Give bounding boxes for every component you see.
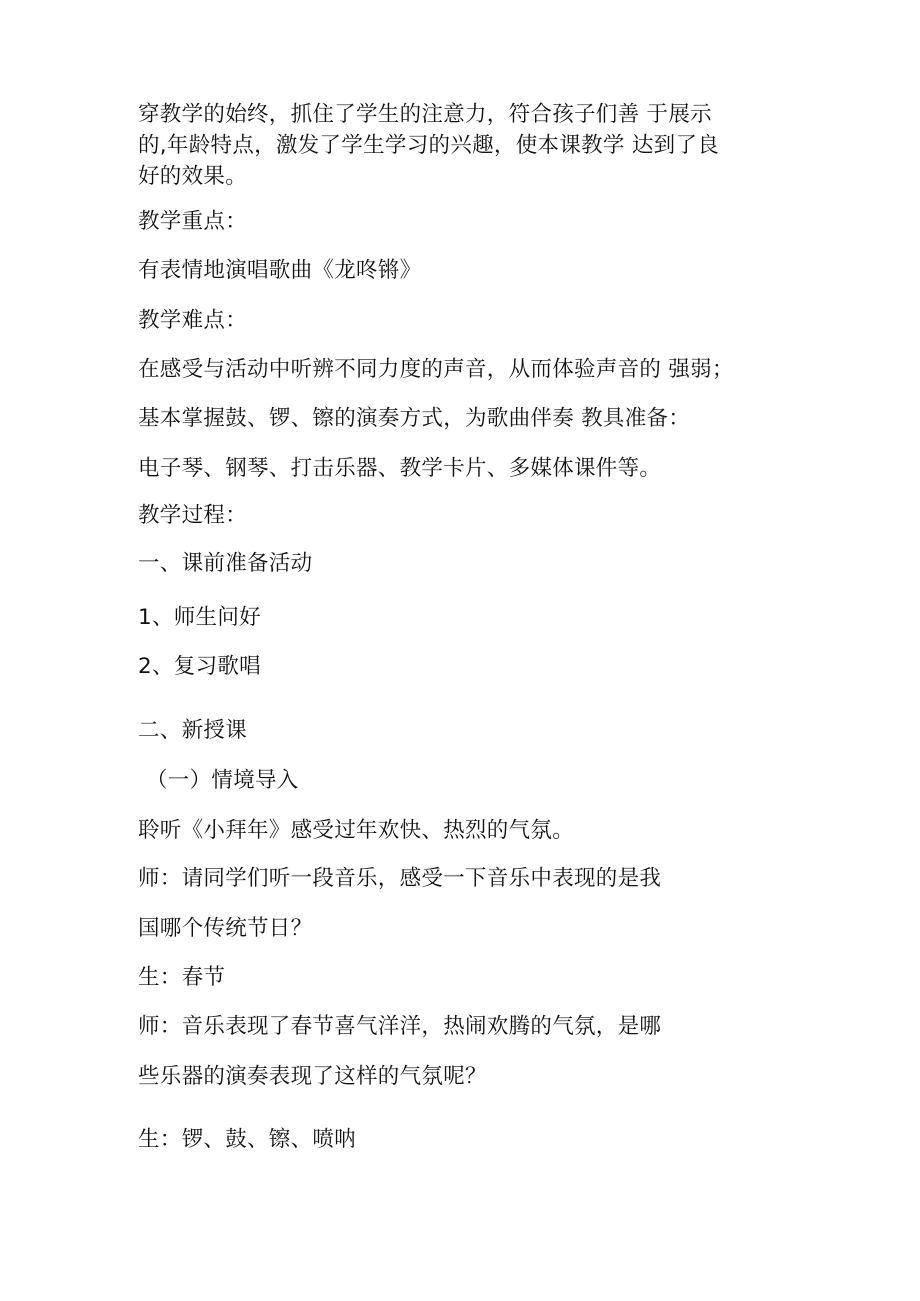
section-one-heading: 一、课前准备活动 bbox=[138, 551, 313, 576]
teaching-aids-text: 电子琴、钢琴、打击乐器、教学卡片、多媒体课件等。 bbox=[138, 456, 662, 481]
heading-teaching-process: 教学过程： bbox=[138, 503, 248, 528]
item-review-singing: 2、复习歌唱 bbox=[138, 654, 261, 679]
teacher-question-2b: 些乐器的演奏表现了这样的气氛呢？ bbox=[138, 1064, 487, 1089]
heading-teaching-focus: 教学重点： bbox=[138, 209, 248, 234]
teacher-question-1a: 师：请同学们听一段音乐，感受一下音乐中表现的是我 bbox=[138, 866, 662, 891]
teaching-focus-text: 有表情地演唱歌曲《龙咚锵》 bbox=[138, 258, 422, 283]
listening-text: 聆听《小拜年》感受过年欢快、热烈的气氛。 bbox=[138, 818, 575, 843]
student-answer-2: 生：锣、鼓、镲、喷呐 bbox=[138, 1127, 357, 1152]
difficulty-text-1: 在感受与活动中听辨不同力度的声音，从而体验声音的 强弱； bbox=[138, 357, 734, 382]
intro-line-3: 好的效果。 bbox=[138, 164, 248, 189]
item-greeting: 1、师生问好 bbox=[138, 605, 261, 630]
subsection-scenario-intro: （一）情境导入 bbox=[146, 768, 299, 793]
section-two-heading: 二、新授课 bbox=[138, 718, 248, 743]
heading-teaching-difficulty: 教学难点： bbox=[138, 308, 248, 333]
intro-line-1: 穿教学的始终，抓住了学生的注意力，符合孩子们善 于展示 bbox=[138, 102, 712, 127]
teacher-question-1b: 国哪个传统节日？ bbox=[138, 916, 313, 941]
intro-paragraph bbox=[138, 99, 778, 192]
intro-line-2: 的,年龄特点，激发了学生学习的兴趣，使本课教学 达到了良 bbox=[138, 133, 720, 158]
teacher-question-2a: 师：音乐表现了春节喜气洋洋，热闹欢腾的气氛，是哪 bbox=[138, 1014, 662, 1039]
student-answer-1: 生：春节 bbox=[138, 965, 226, 990]
difficulty-text-2: 基本掌握鼓、锣、镲的演奏方式，为歌曲伴奏 教具准备： bbox=[138, 406, 691, 431]
